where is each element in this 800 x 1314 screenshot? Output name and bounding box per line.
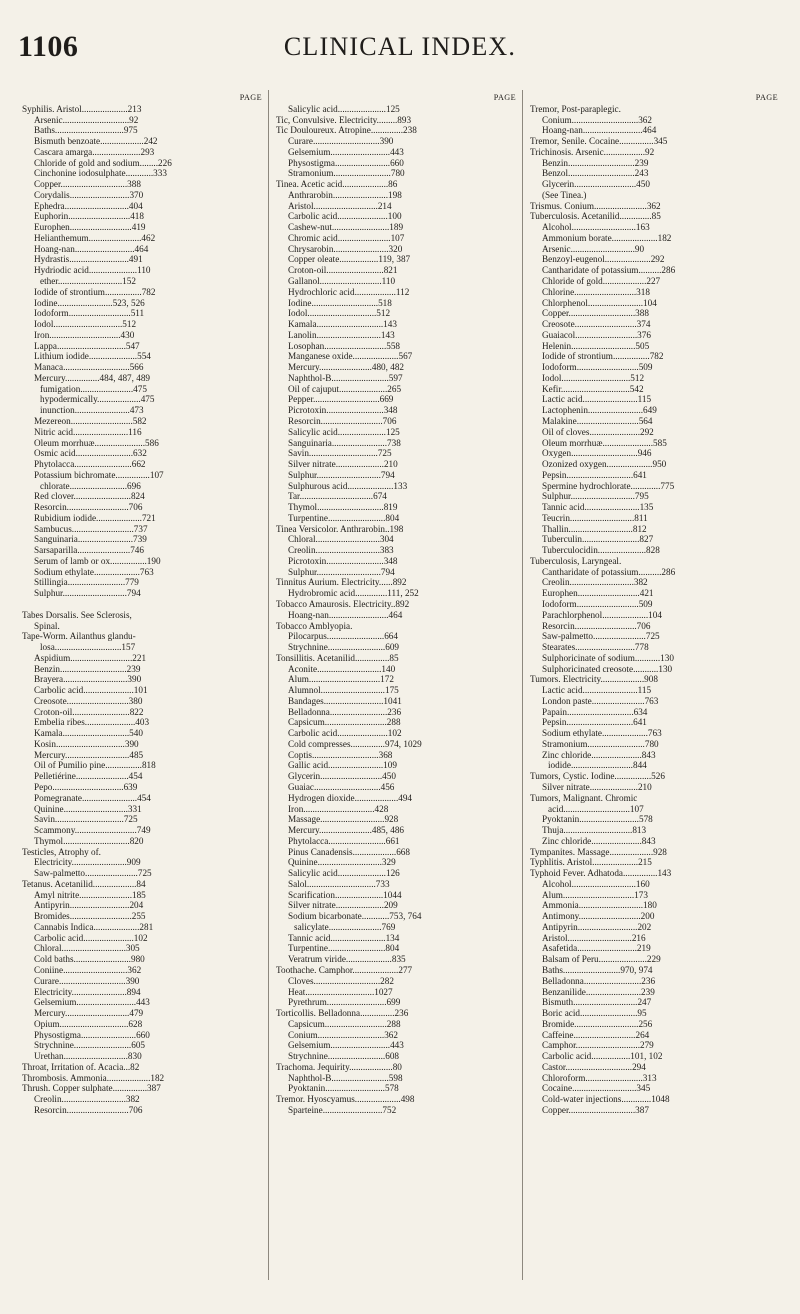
index-entry: Iodine.............................518 bbox=[288, 297, 392, 308]
index-entry: Syphilis. Aristol....................213 bbox=[22, 103, 142, 114]
index-entry: Trichinosis. Arsenic..................92 bbox=[530, 146, 655, 157]
index-entry: Cloves.............................282 bbox=[288, 975, 394, 986]
index-entry: Torticollis. Belladonna...............236 bbox=[276, 1008, 409, 1019]
index-entry: Sanguinaria........................739 bbox=[34, 534, 147, 545]
index-entry: Cannabis Indica....................281 bbox=[34, 921, 154, 932]
index-entry: London paste.......................763 bbox=[542, 695, 659, 706]
index-entry: Resorcin...........................706 bbox=[34, 502, 143, 513]
index-entry: Tremor, Senile. Cocaine...............345 bbox=[530, 136, 668, 147]
index-entry: Castor.............................294 bbox=[542, 1061, 646, 1072]
index-entry: Mezereon...........................582 bbox=[34, 415, 147, 426]
index-entry: Alcohol............................160 bbox=[542, 878, 650, 889]
index-entry: ether............................152 bbox=[40, 276, 136, 287]
index-entry: Carbolic acid.................101, 102 bbox=[542, 1051, 663, 1062]
index-entry: Copper.............................388 bbox=[34, 179, 141, 190]
index-entry: Lithium iodide.....................554 bbox=[34, 351, 151, 362]
index-entry: Manaca.............................566 bbox=[34, 362, 144, 373]
index-entry: Bromide............................256 bbox=[542, 1018, 653, 1029]
index-entry: Copper oleate.................119, 387 bbox=[288, 254, 411, 265]
index-entry: inunction........................473 bbox=[40, 405, 144, 416]
index-entry: Iodoform...........................509 bbox=[542, 362, 653, 373]
index-entry: Saw-palmetto.......................725 bbox=[34, 868, 152, 879]
index-entry: Cantharidate of potassium..........286 bbox=[542, 566, 676, 577]
index-entry: Tobacco Amblyopia. bbox=[276, 620, 353, 631]
index-entry: Boric acid.........................95 bbox=[542, 1008, 647, 1019]
index-entry: Carbolic acid......................100 bbox=[288, 211, 402, 222]
index-entry: Thallin............................812 bbox=[542, 523, 647, 534]
index-entry: Teucrin............................811 bbox=[542, 512, 648, 523]
index-entry: Carbolic acid......................102 bbox=[34, 932, 148, 943]
index-entry: Capsicum...........................288 bbox=[288, 1018, 401, 1029]
index-entry: Cold compresses...............974, 1029 bbox=[288, 738, 422, 749]
index-entry: Tremor, Post-paraplegic. bbox=[530, 103, 621, 114]
index-entry: Quinine............................329 bbox=[288, 857, 396, 868]
index-entry: Aristol............................216 bbox=[542, 932, 646, 943]
index-column-2 bbox=[276, 93, 516, 1116]
index-entry: Embelia ribes......................403 bbox=[34, 717, 150, 728]
index-entry: Sodium bicarbonate............753, 764 bbox=[288, 911, 422, 922]
index-entry: Croton-oil.........................821 bbox=[288, 265, 398, 276]
index-entry: Salicylic acid.....................125 bbox=[288, 103, 400, 114]
index-entry: Gallanol...........................110 bbox=[288, 276, 396, 287]
index-entry: Helenin............................505 bbox=[542, 340, 650, 351]
index-entry: Arsenic............................90 bbox=[542, 243, 645, 254]
index-entry: Thymol.............................820 bbox=[34, 835, 144, 846]
index-entry: Antimony...........................200 bbox=[542, 911, 655, 922]
index-entry: Tuberculin.........................827 bbox=[542, 534, 654, 545]
index-entry: Thrush. Copper sulphate...............387 bbox=[22, 1083, 161, 1094]
index-entry: Lactic acid........................115 bbox=[542, 685, 652, 696]
index-entry: Benzanilide........................239 bbox=[542, 986, 655, 997]
index-entry: Malakine...........................564 bbox=[542, 415, 653, 426]
index-entry: Pyoktanin..........................578 bbox=[542, 814, 653, 825]
index-entry: Ephedra............................404 bbox=[34, 200, 143, 211]
index-entry: Hydrochloric acid..................112 bbox=[288, 286, 410, 297]
index-entry: Oil of Pumilio pine................818 bbox=[34, 760, 156, 771]
index-entry: Mercury............................479 bbox=[34, 1008, 144, 1019]
index-entry: Scarification.....................1044 bbox=[288, 889, 402, 900]
index-entry: Tic, Convulsive. Electricity.........893 bbox=[276, 114, 412, 125]
index-entry: Sulphur............................794 bbox=[34, 588, 141, 599]
index-entry: Hoang-nan..........................464 bbox=[34, 243, 149, 254]
index-entry: Lactic acid........................115 bbox=[542, 394, 652, 405]
index-entry: Pepper.............................669 bbox=[288, 394, 394, 405]
index-entry: Toothache. Camphor....................277 bbox=[276, 965, 413, 976]
index-entry: Ammonium borate....................182 bbox=[542, 232, 672, 243]
index-entry: Kamala.............................540 bbox=[34, 728, 143, 739]
index-entry: losa.............................157 bbox=[40, 642, 136, 653]
index-entry: Red clover.........................824 bbox=[34, 491, 145, 502]
index-entry: Creolin............................382 bbox=[542, 577, 648, 588]
index-column-3 bbox=[530, 93, 778, 1116]
index-entry: Sambucus...........................737 bbox=[34, 523, 148, 534]
index-entry: Benzin.............................239 bbox=[34, 663, 141, 674]
index-entry: Gallic acid........................109 bbox=[288, 760, 397, 771]
index-entry: Sulphoricinate of sodium...........130 bbox=[542, 652, 674, 663]
index-entry: chlorate.........................696 bbox=[40, 480, 141, 491]
index-entry: Tinea Versicolor. Anthrarobin..198 bbox=[276, 523, 404, 534]
index-entry: Creosote...........................374 bbox=[542, 319, 651, 330]
index-entry: Anthrarobin........................198 bbox=[288, 189, 402, 200]
index-entry: Saw-palmetto.......................725 bbox=[542, 631, 660, 642]
index-entry: Rubidium iodide....................721 bbox=[34, 512, 156, 523]
index-entry: Europhen...........................421 bbox=[542, 588, 654, 599]
index-entry: Carbolic acid......................102 bbox=[288, 728, 402, 739]
index-entry: Veratrum viride....................835 bbox=[288, 954, 406, 965]
index-entry: Euphorin...........................418 bbox=[34, 211, 144, 222]
index-entry: Stillingia.........................779 bbox=[34, 577, 139, 588]
index-entry: Baths..............................975 bbox=[34, 125, 138, 136]
index-entry: Alcohol............................163 bbox=[542, 222, 650, 233]
index-entry: Ammonia............................180 bbox=[542, 900, 657, 911]
index-entry: Chloral............................304 bbox=[288, 534, 394, 545]
index-entry: Physostigma........................660 bbox=[288, 157, 404, 168]
index-entry: Nitric acid........................116 bbox=[34, 426, 142, 437]
index-entry: Antipyrin..........................202 bbox=[542, 921, 652, 932]
index-entry: Europhen...........................419 bbox=[34, 222, 146, 233]
index-entry: Conium.............................362 bbox=[542, 114, 652, 125]
index-entry: hypodermically...................475 bbox=[40, 394, 155, 405]
index-entry: Strychnine.........................608 bbox=[288, 1051, 400, 1062]
index-entry: Cinchonine iodosulphate............333 bbox=[34, 168, 167, 179]
index-entry: Resorcin...........................706 bbox=[34, 1104, 143, 1115]
index-entry: Tar................................674 bbox=[288, 491, 387, 502]
index-entry: Chloride of gold...................227 bbox=[542, 276, 661, 287]
index-entry: Stearates..........................778 bbox=[542, 642, 649, 653]
index-entry bbox=[22, 599, 262, 610]
index-entry: Chlorphenol........................104 bbox=[542, 297, 657, 308]
index-entry: Oil of cloves......................292 bbox=[542, 426, 654, 437]
index-entry: Lanolin............................143 bbox=[288, 329, 395, 340]
index-entry: Gelsemium..........................443 bbox=[288, 1040, 404, 1051]
index-entry: Guaiac.............................456 bbox=[288, 782, 395, 792]
index-entry: Naphthol-B.........................597 bbox=[288, 372, 403, 383]
index-entry: Phytolacca.........................661 bbox=[288, 835, 400, 846]
index-entry: Phytolacca.........................662 bbox=[34, 459, 146, 470]
index-entry: Benzol.............................243 bbox=[542, 168, 649, 179]
index-entry: Curare.............................390 bbox=[288, 136, 394, 147]
index-entry: Chloride of gold and sodium........226 bbox=[34, 157, 172, 168]
index-entry: Carbolic acid......................101 bbox=[34, 685, 148, 696]
index-entry: Stramonium.........................780 bbox=[288, 168, 405, 179]
index-entry: Guaiacol...........................376 bbox=[542, 329, 651, 340]
index-entry: Cascara amarga.....................293 bbox=[34, 146, 155, 157]
index-entry: Trachoma. Jequirity...................80 bbox=[276, 1061, 402, 1072]
index-entry: Alum...............................173 bbox=[542, 889, 648, 900]
index-entry: Pyoktanin..........................578 bbox=[288, 1083, 399, 1094]
index-entry: Conium.............................362 bbox=[288, 1029, 398, 1040]
index-entry: Tobacco Amaurosis. Electricity..892 bbox=[276, 598, 410, 609]
index-entry: Scammony...........................749 bbox=[34, 825, 151, 836]
index-entry: Chlorine...........................318 bbox=[542, 286, 650, 297]
index-entry: Oil of cajuput.....................265 bbox=[288, 383, 402, 394]
index-entry: Benzoyl-eugenol....................292 bbox=[542, 254, 665, 265]
index-entry: fumigation.......................475 bbox=[40, 383, 147, 394]
index-entry: Creolin............................382 bbox=[34, 1094, 140, 1105]
index-entry: Gelsemium..........................443 bbox=[288, 146, 404, 157]
index-entry: iodide...........................844 bbox=[548, 760, 647, 771]
index-entry: Heat..............................1027 bbox=[288, 986, 393, 997]
index-entry: Creolin............................383 bbox=[288, 545, 394, 556]
index-entry: Osmic acid.........................632 bbox=[34, 448, 147, 459]
index-entry: Savin..............................725 bbox=[34, 814, 138, 825]
index-entry: Belladonna.........................236 bbox=[288, 706, 402, 717]
index-entry: Tuberculosis, Laryngeal. bbox=[530, 555, 622, 566]
index-entry: Pepo...............................639 bbox=[34, 782, 138, 792]
index-entry: Throat, Irritation of. Acacia...82 bbox=[22, 1061, 140, 1072]
index-entry: Iodide of strontium................782 bbox=[542, 351, 664, 362]
index-entry: Chloral............................305 bbox=[34, 943, 140, 954]
index-entry: Pilocarpus.........................664 bbox=[288, 631, 398, 642]
index-entry: Chromic acid.......................107 bbox=[288, 232, 405, 243]
index-entry: Tannic acid........................134 bbox=[288, 932, 400, 943]
index-entry: Picrotoxin.........................348 bbox=[288, 405, 398, 416]
index-entry: Aristol............................214 bbox=[288, 200, 392, 211]
index-entry: Hydrobromic acid..............111, 252 bbox=[288, 588, 419, 599]
index-entry: Potassium bichromate...............107 bbox=[34, 469, 164, 480]
index-entry: Electricity........................909 bbox=[34, 857, 141, 868]
index-entry: Aspidium...........................221 bbox=[34, 652, 147, 663]
index-entry: Mercury............................485 bbox=[34, 749, 144, 760]
index-entry: Zinc chloride......................843 bbox=[542, 749, 656, 760]
index-entry: Tumors, Cystic. Iodine................526 bbox=[530, 771, 665, 782]
index-entry: Glycerin...........................450 bbox=[542, 179, 650, 190]
index-entry: Mercury.......................480, 482 bbox=[288, 362, 405, 373]
index-entry: Thuja..............................813 bbox=[542, 825, 647, 836]
index-entry: Parachlorphenol....................104 bbox=[542, 609, 662, 620]
index-entry: Urethan............................830 bbox=[34, 1051, 142, 1062]
index-entry: Zinc chloride......................843 bbox=[542, 835, 656, 846]
index-entry: Pinus Canadensis...................668 bbox=[288, 846, 410, 857]
index-entry: Tympanites. Massage...................928 bbox=[530, 846, 667, 857]
index-entry: Thrombosis. Ammonia...................182 bbox=[22, 1072, 165, 1083]
index-entry: Cocaine............................345 bbox=[542, 1083, 651, 1094]
index-entry: Turpentine.........................804 bbox=[288, 943, 400, 954]
index-entry: Sulphur............................794 bbox=[288, 469, 395, 480]
index-entry: Tumors, Malignant. Chromic bbox=[530, 792, 638, 803]
index-entry: Pomegranate........................454 bbox=[34, 792, 151, 803]
index-entry: Tinnitus Aurium. Electricity......892 bbox=[276, 577, 407, 588]
index-entry: Tonsillitis. Acetanilid...............85 bbox=[276, 652, 399, 663]
index-entry: Arsenic.............................92 bbox=[34, 114, 139, 125]
index-entry: Pepsin.............................641 bbox=[542, 717, 647, 728]
index-entry: Iron...............................428 bbox=[288, 803, 389, 814]
index-entry: Bismuth benzoate...................242 bbox=[34, 136, 158, 147]
index-entry: Iodol..............................512 bbox=[542, 372, 645, 383]
index-entry: Balsam of Peru.....................229 bbox=[542, 954, 661, 965]
index-entry: Camphor............................279 bbox=[542, 1040, 654, 1051]
index-entry: Mercury...............484, 487, 489 bbox=[34, 372, 151, 383]
index-entry: Hydrastis..........................491 bbox=[34, 254, 143, 265]
index-entry: Oleum morrhuæ......................586 bbox=[34, 437, 159, 448]
index-entry: Tuberculocidin.....................828 bbox=[542, 545, 660, 556]
index-entry: Sarsaparilla.......................746 bbox=[34, 545, 144, 556]
index-entry: Capsicum...........................288 bbox=[288, 717, 401, 728]
index-entry: Oxygen.............................946 bbox=[542, 448, 652, 459]
index-entry: Strychnine.........................609 bbox=[288, 642, 400, 653]
running-head: CLINICAL INDEX. bbox=[283, 32, 517, 61]
index-entry: Salicylic acid.....................126 bbox=[288, 868, 400, 879]
index-entry: Physostigma........................660 bbox=[34, 1029, 150, 1040]
index-entry: Manganese oxide....................567 bbox=[288, 351, 413, 362]
page-header bbox=[18, 30, 782, 70]
index-entry: Kamala.............................143 bbox=[288, 319, 397, 330]
index-entry: Iodoform...........................511 bbox=[34, 308, 145, 319]
index-entry: Tuberculosis. Acetanilid..............85 bbox=[530, 211, 661, 222]
index-entry: Iodine........................523, 526 bbox=[34, 297, 145, 308]
index-entry: Sulphur............................794 bbox=[288, 566, 395, 577]
index-entry: Sanguinaria........................738 bbox=[288, 437, 401, 448]
page-label: PAGE bbox=[493, 93, 516, 102]
index-entry: (See Tinea.) bbox=[542, 189, 587, 200]
index-entry: Mercury.......................485, 486 bbox=[288, 825, 405, 836]
index-entry: Creosote...........................380 bbox=[34, 695, 143, 706]
index-entry: Tape-Worm. Ailanthus glandu- bbox=[22, 631, 136, 642]
index-entry: Amyl nitrite.......................185 bbox=[34, 889, 146, 900]
index-entry: Strychnine.........................605 bbox=[34, 1040, 146, 1051]
index-entry: Lappa..............................547 bbox=[34, 340, 140, 351]
index-entry: Iodol..............................512 bbox=[34, 319, 137, 330]
index-entry: Hydrogen dioxide...................494 bbox=[288, 792, 413, 803]
index-entry: Tetanus. Acetanilid...................84 bbox=[22, 878, 146, 889]
page-label: PAGE bbox=[755, 93, 778, 102]
index-entry: Sulphur............................795 bbox=[542, 491, 649, 502]
index-entry: Quinine............................331 bbox=[34, 803, 142, 814]
index-entry: Cold-water injections.............1048 bbox=[542, 1094, 670, 1105]
index-entry: Antipyrin..........................204 bbox=[34, 900, 144, 911]
index-entry: Ozonized oxygen....................950 bbox=[542, 459, 667, 470]
index-entry: Hoang-nan..........................464 bbox=[542, 125, 657, 136]
index-entry: Kefir..............................542 bbox=[542, 383, 644, 394]
column-divider bbox=[522, 90, 523, 1280]
index-entry: Corydalis..........................370 bbox=[34, 189, 144, 200]
index-entry: Chrysarobin........................320 bbox=[288, 243, 403, 254]
index-entry: Pyrethrum..........................699 bbox=[288, 997, 401, 1008]
index-entry: Iodoform...........................509 bbox=[542, 598, 653, 609]
index-entry: Helianthemum.......................462 bbox=[34, 232, 156, 243]
index-entry: Silver nitrate.....................210 bbox=[542, 782, 652, 792]
index-entry: Tinea. Acetic acid....................86 bbox=[276, 179, 398, 190]
index-entry: acid.............................107 bbox=[548, 803, 644, 814]
index-entry: Coptis.............................368 bbox=[288, 749, 393, 760]
index-entry: Pepsin.............................641 bbox=[542, 469, 647, 480]
index-entry: Copper.............................387 bbox=[542, 1104, 649, 1115]
index-entry: Brayera............................390 bbox=[34, 674, 142, 685]
index-entry: Caffeine...........................264 bbox=[542, 1029, 650, 1040]
index-entry: Copper.............................388 bbox=[542, 308, 649, 319]
index-entry: Croton-oil.........................822 bbox=[34, 706, 144, 717]
index-entry: Salicylic acid.....................125 bbox=[288, 426, 400, 437]
index-entry: Sparteine..........................752 bbox=[288, 1104, 397, 1115]
index-entry: Resorcin...........................706 bbox=[542, 620, 651, 631]
index-entry: Tic Douloureux. Atropine..............238 bbox=[276, 125, 417, 136]
index-entry: Salol..............................733 bbox=[288, 878, 390, 889]
index-entry: Pelletiérine.......................454 bbox=[34, 771, 143, 782]
index-entry: Glycerin...........................450 bbox=[288, 771, 396, 782]
column-divider bbox=[268, 90, 269, 1280]
index-entry: Sodium ethylate....................763 bbox=[542, 728, 662, 739]
index-entry: Bromides...........................255 bbox=[34, 911, 146, 922]
index-entry: Hydriodic acid.....................110 bbox=[34, 265, 151, 276]
index-entry: salicylate.......................769 bbox=[294, 921, 396, 932]
index-entry: Opium..............................628 bbox=[34, 1018, 143, 1029]
index-entry: Benzin.............................239 bbox=[542, 157, 649, 168]
index-entry: Iodide of strontium................782 bbox=[34, 286, 156, 297]
index-entry: Tremor. Hyoscyamus....................498 bbox=[276, 1094, 415, 1105]
index-entry: Bandages..........................1041 bbox=[288, 695, 402, 706]
index-entry: Sodium ethylate....................763 bbox=[34, 566, 154, 577]
index-entry: Massage............................928 bbox=[288, 814, 399, 825]
index-entry: Asafetida..........................219 bbox=[542, 943, 651, 954]
index-entry: Alumnol............................175 bbox=[288, 685, 399, 696]
index-entry: Sulphoricinated creosote...........130 bbox=[542, 663, 673, 674]
index-entry: Cashew-nut.........................189 bbox=[288, 222, 404, 233]
index-entry: Tumors. Electricity...................908 bbox=[530, 674, 658, 685]
index-entry: Coniine............................362 bbox=[34, 965, 142, 976]
index-entry: Alum...............................172 bbox=[288, 674, 394, 685]
index-entry: Baths.........................970, 974 bbox=[542, 965, 653, 976]
index-entry: Silver nitrate.....................209 bbox=[288, 900, 398, 911]
index-entry: Gelsemium..........................443 bbox=[34, 997, 150, 1008]
page-label: PAGE bbox=[239, 93, 262, 102]
index-entry: Hoang-nan..........................464 bbox=[288, 609, 403, 620]
index-entry: Oleum morrhuæ......................585 bbox=[542, 437, 667, 448]
index-entry: Resorcin...........................706 bbox=[288, 415, 397, 426]
index-entry: Typhlitis. Aristol....................215 bbox=[530, 857, 652, 868]
index-entry: Aconite............................140 bbox=[288, 663, 396, 674]
index-entry: Spinal. bbox=[34, 620, 60, 631]
index-entry: Chloroform.........................313 bbox=[542, 1072, 657, 1083]
index-entry: Spermine hydrochlorate.............775 bbox=[542, 480, 675, 491]
index-entry: Sulphurous acid....................133 bbox=[288, 480, 408, 491]
index-entry: Testicles, Atrophy of. bbox=[22, 846, 101, 857]
index-entry: Picrotoxin.........................348 bbox=[288, 555, 398, 566]
index-entry: Electricity........................894 bbox=[34, 986, 141, 997]
index-entry: Belladonna.........................236 bbox=[542, 975, 656, 986]
index-entry: Trismus. Conium.......................362 bbox=[530, 200, 661, 211]
index-entry: Curare.............................390 bbox=[34, 975, 140, 986]
index-entry: Stramonium.........................780 bbox=[542, 738, 659, 749]
index-entry: Serum of lamb or ox................190 bbox=[34, 555, 161, 566]
page-number: 1106 bbox=[18, 30, 79, 63]
index-entry: Losophan...........................558 bbox=[288, 340, 401, 351]
index-entry: Lactophenin........................649 bbox=[542, 405, 657, 416]
index-entry: Papain.............................634 bbox=[542, 706, 648, 717]
index-entry: Tabes Dorsalis. See Sclerosis, bbox=[22, 609, 132, 620]
index-entry: Kosin..............................390 bbox=[34, 738, 139, 749]
index-entry: Iron...............................430 bbox=[34, 329, 135, 340]
index-column-1 bbox=[22, 93, 262, 1116]
index-entry: Savin..............................725 bbox=[288, 448, 392, 459]
index-entry: Typhoid Fever. Adhatoda...............143 bbox=[530, 868, 672, 879]
index-entry: Cantharidate of potassium..........286 bbox=[542, 265, 676, 276]
index-entry: Iodol..............................512 bbox=[288, 308, 391, 319]
index-entry: Turpentine.........................804 bbox=[288, 512, 400, 523]
index-entry: Silver nitrate.....................210 bbox=[288, 459, 398, 470]
index-entry: Cold baths.........................980 bbox=[34, 954, 145, 965]
index-entry: Bismuth............................247 bbox=[542, 997, 652, 1008]
index-entry: Tannic acid........................135 bbox=[542, 502, 654, 513]
index-entry: Thymol.............................819 bbox=[288, 502, 398, 513]
index-entry: Naphthol-B.........................598 bbox=[288, 1072, 403, 1083]
